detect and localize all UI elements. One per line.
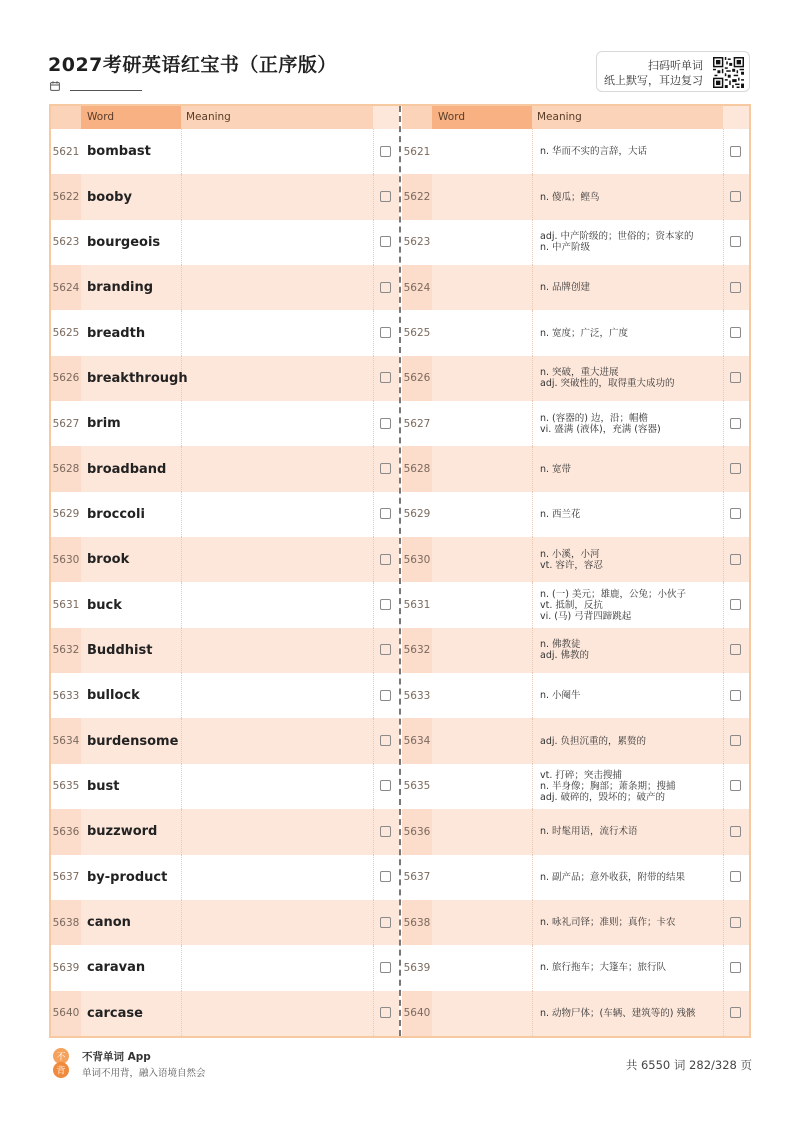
right-table-row — [402, 310, 749, 355]
left-meaning-cell[interactable] — [181, 220, 374, 265]
left-checkbox[interactable] — [380, 962, 391, 973]
left-checkbox[interactable] — [380, 327, 391, 338]
left-row-number: 5626 — [51, 356, 81, 401]
meaning-text: n. (一) 美元；雄鹿，公兔；小伙子 vt. 抵制，反抗 vi. (马) 弓背四蹄跳起 — [540, 588, 686, 622]
right-checkbox[interactable] — [730, 236, 741, 247]
right-table-row — [402, 129, 749, 174]
date-row — [50, 80, 142, 91]
meaning-text: n. 副产品；意外收获，附带的结果 — [540, 871, 686, 883]
right-checkbox[interactable] — [730, 644, 741, 655]
word-text: Buddhist — [87, 642, 153, 658]
right-table-row — [402, 582, 749, 627]
left-checkbox[interactable] — [380, 372, 391, 383]
right-row-number: 5632 — [402, 628, 432, 673]
meaning-text: n. 宽度；广泛，广度 — [540, 327, 629, 339]
meaning-text: n. 时髦用语，流行术语 — [540, 826, 638, 838]
left-header-word: Word — [81, 106, 181, 129]
meaning-text: n. 傻瓜；鲣鸟 — [540, 191, 600, 203]
right-row-number: 5621 — [403, 145, 431, 158]
meaning-text: n. 动物尸体；(车辆、建筑等的) 残骸 — [540, 1007, 696, 1019]
right-table-row — [402, 446, 749, 491]
left-table-row — [51, 900, 399, 945]
right-table-row — [402, 628, 749, 673]
left-table-row — [51, 401, 399, 446]
app-logo-icon — [50, 1048, 72, 1078]
left-table-row — [51, 356, 399, 401]
left-table-row — [51, 492, 399, 537]
word-text: booby — [87, 189, 132, 205]
right-checkbox[interactable] — [730, 826, 741, 837]
right-table-row — [402, 673, 749, 718]
right-row-number: 5635 — [403, 780, 431, 793]
left-row-number: 5628 — [51, 446, 81, 491]
footer-page-info: 共 6550 词 282/328 页 — [625, 1058, 752, 1072]
left-meaning-cell[interactable] — [181, 492, 374, 537]
left-meaning-cell[interactable] — [181, 265, 374, 310]
right-table-row — [402, 900, 749, 945]
right-checkbox[interactable] — [730, 282, 741, 293]
word-text: by-product — [87, 869, 168, 885]
right-row-number: 5634 — [402, 718, 432, 763]
left-row-number: 5634 — [51, 718, 81, 763]
svg-text:背: 背 — [56, 1066, 66, 1077]
calendar-icon — [50, 81, 60, 91]
right-row-number: 5639 — [403, 961, 431, 974]
right-row-number: 5624 — [402, 265, 432, 310]
right-checkbox[interactable] — [730, 735, 741, 746]
left-panel — [51, 106, 399, 1036]
meaning-text: n. 小溪，小河 vt. 容许，容忍 — [540, 548, 603, 571]
right-checkbox[interactable] — [730, 871, 741, 882]
right-row-number: 5638 — [402, 900, 432, 945]
right-table-row — [402, 220, 749, 265]
left-row-number: 5636 — [51, 809, 81, 854]
word-text: brim — [87, 416, 121, 432]
left-checkbox[interactable] — [380, 780, 391, 791]
left-checkbox[interactable] — [380, 463, 391, 474]
left-table-row — [51, 129, 399, 174]
right-header — [402, 106, 749, 129]
left-row-number: 5632 — [51, 628, 81, 673]
left-rows — [51, 129, 399, 1036]
right-row-number: 5627 — [403, 417, 431, 430]
page-title: 2027考研英语红宝书（正序版） — [48, 54, 337, 76]
left-meaning-cell[interactable] — [181, 446, 374, 491]
left-checkbox[interactable] — [380, 826, 391, 837]
right-table-row — [402, 991, 749, 1036]
word-sheet — [49, 104, 751, 1038]
word-text: canon — [87, 915, 131, 931]
right-checkbox[interactable] — [730, 599, 741, 610]
left-checkbox[interactable] — [380, 871, 391, 882]
right-table-row — [402, 492, 749, 537]
word-blank-cell[interactable] — [432, 764, 532, 809]
word-blank-cell[interactable] — [432, 356, 532, 401]
left-table-row — [51, 220, 399, 265]
left-row-number: 5638 — [51, 900, 81, 945]
left-meaning-cell[interactable] — [181, 764, 374, 809]
word-text: breakthrough — [87, 370, 188, 386]
left-row-number: 5629 — [52, 508, 80, 521]
left-meaning-cell[interactable] — [181, 855, 374, 900]
right-checkbox[interactable] — [730, 372, 741, 383]
left-table-row — [51, 628, 399, 673]
word-text: breadth — [87, 325, 146, 341]
left-checkbox[interactable] — [380, 236, 391, 247]
right-checkbox[interactable] — [730, 191, 741, 202]
left-meaning-cell[interactable] — [181, 401, 374, 446]
left-checkbox[interactable] — [380, 191, 391, 202]
left-table-row — [51, 855, 399, 900]
right-checkbox[interactable] — [730, 327, 741, 338]
right-checkbox[interactable] — [730, 146, 741, 157]
right-row-number: 5640 — [402, 991, 432, 1036]
word-blank-cell[interactable] — [432, 628, 532, 673]
left-row-number: 5627 — [52, 417, 80, 430]
word-blank-cell[interactable] — [432, 718, 532, 763]
left-table-row — [51, 945, 399, 990]
word-text: bombast — [87, 144, 151, 160]
right-header-meaning: Meaning — [532, 106, 723, 129]
word-text: bust — [87, 778, 120, 794]
left-table-row — [51, 537, 399, 582]
word-text: buck — [87, 597, 122, 613]
right-checkbox[interactable] — [730, 1007, 741, 1018]
word-blank-cell[interactable] — [432, 537, 532, 582]
meaning-text: n. 华而不实的言辞，大话 — [540, 146, 648, 158]
right-table-row — [402, 945, 749, 990]
word-text: bullock — [87, 688, 140, 704]
left-row-number: 5635 — [52, 780, 80, 793]
right-row-number: 5633 — [403, 689, 431, 702]
left-meaning-cell[interactable] — [181, 356, 374, 401]
left-meaning-cell[interactable] — [181, 628, 374, 673]
right-table-row — [402, 174, 749, 219]
word-text: caravan — [87, 960, 146, 976]
left-table-row — [51, 673, 399, 718]
left-meaning-cell[interactable] — [181, 129, 374, 174]
left-table-row — [51, 991, 399, 1036]
qr-code-icon[interactable] — [713, 57, 744, 88]
meaning-text: n. 咏礼司铎；准则；真作；卡农 — [540, 917, 676, 929]
word-blank-cell[interactable] — [432, 855, 532, 900]
qr-card[interactable] — [596, 51, 750, 92]
left-row-number: 5630 — [51, 537, 81, 582]
meaning-text: n. 佛教徒 adj. 佛教的 — [540, 639, 590, 662]
left-meaning-cell[interactable] — [181, 174, 374, 219]
left-checkbox[interactable] — [380, 1007, 391, 1018]
meaning-text: n. 宽带 — [540, 463, 572, 475]
footer-slogan: 单词不用背，融入语境自然会 — [82, 1068, 206, 1079]
word-blank-cell[interactable] — [432, 446, 532, 491]
date-blank-line[interactable] — [70, 80, 142, 91]
meaning-text: n. 品牌创建 — [540, 282, 591, 294]
right-checkbox[interactable] — [730, 554, 741, 565]
right-row-number: 5628 — [402, 446, 432, 491]
left-checkbox[interactable] — [380, 599, 391, 610]
right-row-number: 5630 — [402, 537, 432, 582]
word-text: broadband — [87, 461, 167, 477]
left-row-number: 5633 — [52, 689, 80, 702]
word-blank-cell[interactable] — [432, 945, 532, 990]
word-text: bourgeois — [87, 234, 161, 250]
left-header-meaning: Meaning — [181, 106, 373, 129]
left-row-number: 5639 — [52, 961, 80, 974]
word-blank-cell[interactable] — [432, 174, 532, 219]
word-blank-cell[interactable] — [432, 401, 532, 446]
word-blank-cell[interactable] — [432, 265, 532, 310]
right-row-number: 5626 — [402, 356, 432, 401]
meaning-text: n. 小阉牛 — [540, 690, 581, 702]
right-checkbox[interactable] — [730, 418, 741, 429]
meaning-text: vt. 打碎；突击搜捕 n. 半身像；胸部；萧条期；搜捕 adj. 破碎的，毁坏的；破产的 — [540, 769, 676, 803]
left-table-row — [51, 764, 399, 809]
word-text: branding — [87, 280, 154, 296]
right-table-row — [402, 764, 749, 809]
left-meaning-cell[interactable] — [181, 537, 374, 582]
meaning-text: n. 旅行拖车；大篷车；旅行队 — [540, 962, 667, 974]
meaning-text: n. 突破，重大进展 adj. 突破性的，取得重大成功的 — [540, 367, 675, 390]
left-table-row — [51, 310, 399, 355]
right-checkbox[interactable] — [730, 508, 741, 519]
right-row-number: 5623 — [403, 236, 431, 249]
right-table-row — [402, 356, 749, 401]
meaning-text: n. 西兰花 — [540, 508, 581, 520]
right-table-row — [402, 855, 749, 900]
left-row-number: 5625 — [52, 327, 80, 340]
footer-app-name: 不背单词 App — [82, 1051, 151, 1063]
left-table-row — [51, 446, 399, 491]
left-checkbox[interactable] — [380, 282, 391, 293]
right-row-number: 5637 — [403, 871, 431, 884]
left-row-number: 5621 — [52, 145, 80, 158]
left-table-row — [51, 809, 399, 854]
left-header — [51, 106, 399, 129]
right-row-number: 5629 — [403, 508, 431, 521]
left-checkbox[interactable] — [380, 917, 391, 928]
word-blank-cell[interactable] — [432, 900, 532, 945]
right-table-row — [402, 265, 749, 310]
right-row-number: 5625 — [403, 327, 431, 340]
meaning-text: n. (容器的) 边，沿；帽檐 vi. 盛满 (液体)，充满 (容器) — [540, 412, 661, 435]
word-blank-cell[interactable] — [432, 220, 532, 265]
right-row-number: 5622 — [402, 174, 432, 219]
word-blank-cell[interactable] — [432, 310, 532, 355]
right-row-number: 5636 — [402, 809, 432, 854]
left-table-row — [51, 265, 399, 310]
right-table-row — [402, 718, 749, 763]
left-table-row — [51, 582, 399, 627]
word-text: brook — [87, 552, 130, 568]
right-table-row — [402, 537, 749, 582]
left-meaning-cell[interactable] — [181, 673, 374, 718]
left-meaning-cell[interactable] — [181, 582, 374, 627]
left-meaning-cell[interactable] — [181, 310, 374, 355]
left-checkbox[interactable] — [380, 735, 391, 746]
right-header-word: Word — [432, 106, 532, 129]
left-meaning-cell[interactable] — [181, 900, 374, 945]
right-checkbox[interactable] — [730, 690, 741, 701]
left-row-number: 5637 — [52, 871, 80, 884]
left-row-number: 5624 — [51, 265, 81, 310]
left-row-number: 5631 — [52, 599, 80, 612]
word-blank-cell[interactable] — [432, 809, 532, 854]
left-meaning-cell[interactable] — [181, 718, 374, 763]
left-row-number: 5640 — [51, 991, 81, 1036]
qr-line1: 扫码听单词 — [648, 59, 703, 72]
right-checkbox[interactable] — [730, 962, 741, 973]
left-meaning-cell[interactable] — [181, 945, 374, 990]
word-text: buzzword — [87, 824, 158, 840]
left-checkbox[interactable] — [380, 644, 391, 655]
left-row-number: 5622 — [51, 174, 81, 219]
word-text: carcase — [87, 1005, 143, 1021]
left-checkbox[interactable] — [380, 554, 391, 565]
left-checkbox[interactable] — [380, 690, 391, 701]
qr-line2: 纸上默写，耳边复习 — [604, 74, 703, 87]
right-rows — [402, 129, 749, 1036]
word-blank-cell[interactable] — [432, 582, 532, 627]
left-checkbox[interactable] — [380, 418, 391, 429]
meaning-text: adj. 负担沉重的，累赘的 — [540, 735, 647, 747]
left-meaning-cell[interactable] — [181, 809, 374, 854]
meaning-text: adj. 中产阶级的；世俗的；资本家的 n. 中产阶级 — [540, 231, 694, 254]
word-blank-cell[interactable] — [432, 129, 532, 174]
right-table-row — [402, 809, 749, 854]
left-table-row — [51, 718, 399, 763]
word-blank-cell[interactable] — [432, 492, 532, 537]
word-text: broccoli — [87, 506, 145, 522]
left-meaning-cell[interactable] — [181, 991, 374, 1036]
left-checkbox[interactable] — [380, 508, 391, 519]
right-checkbox[interactable] — [730, 917, 741, 928]
right-checkbox[interactable] — [730, 463, 741, 474]
svg-text:不: 不 — [56, 1052, 66, 1063]
left-row-number: 5623 — [52, 236, 80, 249]
word-blank-cell[interactable] — [432, 673, 532, 718]
left-checkbox[interactable] — [380, 146, 391, 157]
right-panel — [402, 106, 749, 1036]
right-row-number: 5631 — [403, 599, 431, 612]
cut-line — [399, 106, 401, 1036]
right-table-row — [402, 401, 749, 446]
right-checkbox[interactable] — [730, 780, 741, 791]
word-text: burdensome — [87, 733, 179, 749]
word-blank-cell[interactable] — [432, 991, 532, 1036]
left-table-row — [51, 174, 399, 219]
